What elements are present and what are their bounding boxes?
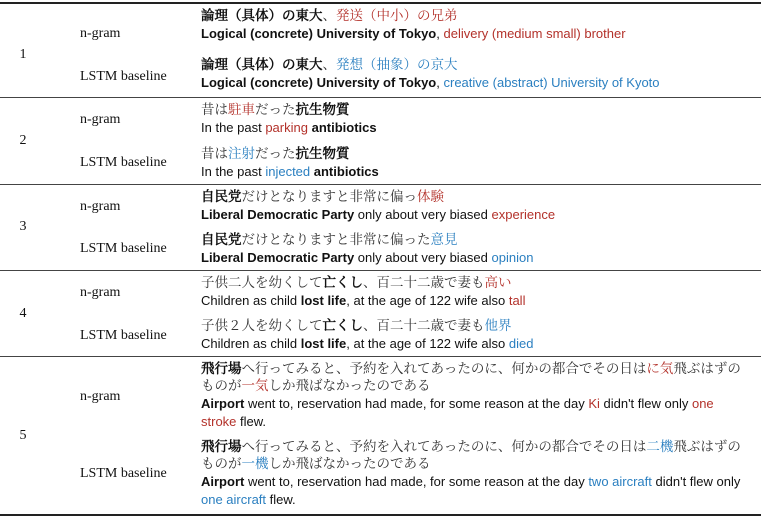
text-segment: only about very biased xyxy=(354,250,492,265)
english-gloss xyxy=(201,292,751,310)
lstm-highlight: died xyxy=(508,336,534,351)
text-segment: flew. xyxy=(266,492,296,507)
row-divider xyxy=(0,97,761,98)
ngram-highlight: 体験 xyxy=(417,189,444,205)
model-name: n-gram xyxy=(80,26,121,41)
english-gloss xyxy=(201,119,751,137)
bold-segment: Liberal Democratic Party xyxy=(201,250,355,265)
english-gloss xyxy=(201,206,751,224)
text-segment: 昔は xyxy=(201,146,228,162)
bold-segment: 論理（具体）の東大 xyxy=(201,8,323,24)
row-index: 5 xyxy=(19,428,27,443)
bold-segment: 亡くし xyxy=(322,318,363,334)
text-segment: だけとなりますと非常に偏っ xyxy=(241,189,417,205)
bottom-rule xyxy=(0,514,761,516)
row-divider xyxy=(0,356,761,357)
row-divider xyxy=(0,270,761,271)
text-segment: 子供二人を幼くして xyxy=(201,275,323,291)
lstm-highlight: 二機 xyxy=(646,439,674,455)
example-ngram-3 xyxy=(201,189,751,224)
text-segment: , xyxy=(436,26,444,41)
row-index: 3 xyxy=(19,219,27,234)
english-gloss xyxy=(201,25,751,43)
ngram-highlight: 高い xyxy=(484,275,512,291)
lstm-highlight: opinion xyxy=(491,250,534,265)
example-ngram-5 xyxy=(201,361,751,431)
text-segment: didn't flew only xyxy=(599,396,692,411)
japanese-output xyxy=(201,275,751,292)
ngram-highlight: 発送（中小）の兄弟 xyxy=(336,8,458,24)
ngram-highlight: に気 xyxy=(646,361,674,377)
japanese-output xyxy=(201,102,751,119)
bold-segment: 自民党 xyxy=(201,189,242,205)
japanese-output xyxy=(201,232,751,249)
bold-segment: 抗生物質 xyxy=(295,146,350,162)
lstm-highlight: 一機 xyxy=(241,456,269,472)
bold-segment: Logical (concrete) University of Tokyo xyxy=(201,26,437,41)
text-segment: In the past xyxy=(201,120,266,135)
bold-segment: 亡くし xyxy=(322,275,363,291)
text-segment: only about very biased xyxy=(354,207,492,222)
lstm-highlight: 他界 xyxy=(484,318,512,334)
lstm-highlight: 注射 xyxy=(228,146,255,162)
bold-segment: 論理（具体）の東大 xyxy=(201,57,323,73)
text-segment: 、百二十二歳で妻も xyxy=(363,318,485,334)
text-segment: だけとなりますと非常に偏った xyxy=(241,232,431,248)
bold-segment: 飛行場 xyxy=(201,439,242,455)
model-name: n-gram xyxy=(80,112,121,127)
lstm-highlight: 意見 xyxy=(430,232,458,248)
english-gloss xyxy=(201,395,751,431)
model-name: LSTM baseline xyxy=(80,69,167,84)
ngram-highlight: tall xyxy=(508,293,526,308)
row-index: 1 xyxy=(19,47,27,62)
japanese-output xyxy=(201,361,751,395)
text-segment: didn't flew only xyxy=(651,474,741,489)
model-name: LSTM baseline xyxy=(80,241,167,256)
lstm-highlight: injected xyxy=(265,164,311,179)
japanese-output xyxy=(201,318,751,335)
example-ngram-1 xyxy=(201,8,751,43)
text-segment: しか飛ばなかったのである xyxy=(268,456,431,472)
lstm-highlight: one aircraft xyxy=(201,492,267,507)
english-gloss xyxy=(201,335,751,353)
text-segment: 昔は xyxy=(201,102,228,118)
bold-segment: 自民党 xyxy=(201,232,242,248)
bold-segment: Airport xyxy=(201,474,245,489)
text-segment: , at the age of 122 wife also xyxy=(346,293,509,308)
model-name: LSTM baseline xyxy=(80,328,167,343)
bold-segment: Logical (concrete) University of Tokyo xyxy=(201,75,437,90)
bold-segment: Airport xyxy=(201,396,245,411)
example-ngram-2 xyxy=(201,102,751,137)
model-name: LSTM baseline xyxy=(80,155,167,170)
text-segment: だった xyxy=(255,102,296,118)
example-ngram-4 xyxy=(201,275,751,310)
ngram-highlight: one stroke xyxy=(201,396,714,429)
ngram-highlight: 一気 xyxy=(241,378,269,394)
ngram-highlight: experience xyxy=(491,207,556,222)
text-segment: 子供２人を幼くして xyxy=(201,318,323,334)
english-gloss xyxy=(201,473,751,509)
text-segment: へ行ってみると、予約を入れてあったのに、何かの都合でその日は xyxy=(241,361,647,377)
text-segment: しか飛ばなかったのである xyxy=(268,378,431,394)
bold-segment: 飛行場 xyxy=(201,361,242,377)
example-lstm-1 xyxy=(201,57,751,92)
bold-segment: antibiotics xyxy=(311,120,377,135)
japanese-output xyxy=(201,57,751,74)
example-lstm-5 xyxy=(201,439,751,509)
japanese-output xyxy=(201,8,751,25)
ngram-highlight: parking xyxy=(265,120,308,135)
lstm-highlight: two aircraft xyxy=(588,474,652,489)
row-divider xyxy=(0,184,761,185)
model-name: n-gram xyxy=(80,285,121,300)
bold-segment: 抗生物質 xyxy=(295,102,350,118)
japanese-output xyxy=(201,146,751,163)
text-segment: , at the age of 122 wife also xyxy=(346,336,509,351)
bold-segment: lost life xyxy=(300,293,347,308)
top-rule xyxy=(0,2,761,4)
text-segment: went to, reservation had made, for some reason at the day xyxy=(244,474,589,489)
lstm-highlight: creative (abstract) University of Kyoto xyxy=(443,75,660,90)
ngram-highlight: 駐車 xyxy=(228,102,255,118)
row-index: 2 xyxy=(19,133,27,148)
ngram-highlight: delivery (medium small) brother xyxy=(443,26,626,41)
text-segment: 飛ぶはずのものが xyxy=(201,361,741,394)
english-gloss xyxy=(201,74,751,92)
example-lstm-4 xyxy=(201,318,751,353)
text-segment: flew. xyxy=(236,414,267,429)
text-segment: Children as child xyxy=(201,293,301,308)
ngram-highlight: Ki xyxy=(588,396,600,411)
bold-segment: Liberal Democratic Party xyxy=(201,207,355,222)
model-name: n-gram xyxy=(80,199,121,214)
text-segment: 、 xyxy=(322,8,336,24)
text-segment: Children as child xyxy=(201,336,301,351)
japanese-output xyxy=(201,439,751,473)
text-segment: , xyxy=(436,75,444,90)
japanese-output xyxy=(201,189,751,206)
text-segment: In the past xyxy=(201,164,266,179)
english-gloss xyxy=(201,163,751,181)
row-index: 4 xyxy=(19,306,27,321)
example-lstm-2 xyxy=(201,146,751,181)
bold-segment: antibiotics xyxy=(313,164,379,179)
text-segment: went to, reservation had made, for some reason at the day xyxy=(244,396,589,411)
text-segment: 飛ぶはずのものが xyxy=(201,439,741,472)
text-segment: だった xyxy=(255,146,296,162)
english-gloss xyxy=(201,249,751,267)
text-segment: へ行ってみると、予約を入れてあったのに、何かの都合でその日は xyxy=(241,439,647,455)
text-segment: 、 xyxy=(322,57,336,73)
example-lstm-3 xyxy=(201,232,751,267)
lstm-highlight: 発想（抽象）の京大 xyxy=(336,57,458,73)
bold-segment: lost life xyxy=(300,336,347,351)
model-name: n-gram xyxy=(80,389,121,404)
text-segment: 、百二十二歳で妻も xyxy=(363,275,485,291)
model-name: LSTM baseline xyxy=(80,466,167,481)
